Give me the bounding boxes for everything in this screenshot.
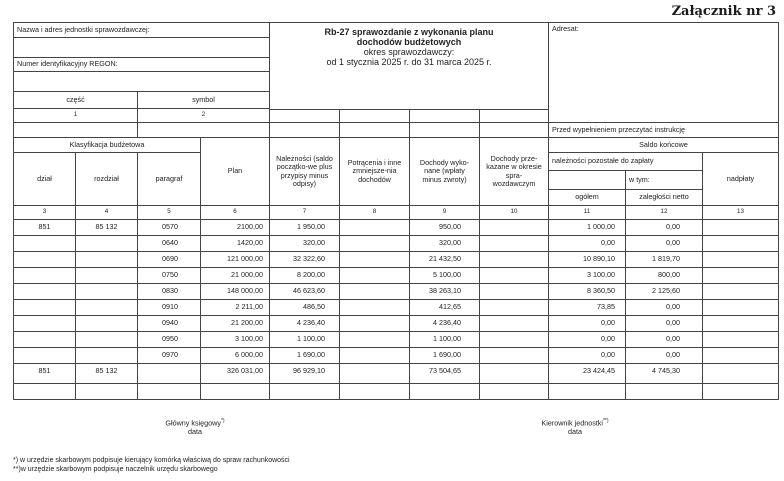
cell-naleznosci[interactable]: 8 200,00 xyxy=(269,267,340,284)
cell-nadplaty[interactable] xyxy=(702,235,779,252)
blank-cell xyxy=(269,109,340,123)
cell-plan[interactable] xyxy=(200,383,270,400)
cell-ogolem[interactable]: 0,00 xyxy=(548,315,626,332)
column-number: 4 xyxy=(75,205,138,220)
column-number: 5 xyxy=(137,205,201,220)
column-number: 12 xyxy=(625,205,703,220)
cell-zaleglosci[interactable]: 1 819,70 xyxy=(625,251,703,268)
cell-wykonane[interactable]: 5 100,00 xyxy=(409,267,480,284)
unit-name-label: Nazwa i adres jednostki sprawozdawczej: xyxy=(13,22,270,38)
column-number: 3 xyxy=(13,205,76,220)
cell-paragraf[interactable]: 0570 xyxy=(137,219,201,236)
cell-nadplaty[interactable] xyxy=(702,251,779,268)
column-number: 13 xyxy=(702,205,779,220)
cell-nadplaty[interactable] xyxy=(702,363,779,384)
cell-paragraf[interactable] xyxy=(137,383,201,400)
blank-cell xyxy=(269,122,340,138)
cell-paragraf[interactable]: 0950 xyxy=(137,331,201,348)
title-line-3: okres sprawozdawczy: xyxy=(363,47,455,57)
cell-nadplaty[interactable] xyxy=(702,347,779,364)
cell-przekazane[interactable] xyxy=(479,283,549,300)
cell-paragraf[interactable]: 0830 xyxy=(137,283,201,300)
col-dzial: dział xyxy=(13,152,76,206)
cell-potracenia[interactable] xyxy=(339,383,410,400)
cell-paragraf[interactable]: 0910 xyxy=(137,299,201,316)
col-plan: Plan xyxy=(200,137,270,206)
cell-naleznosci[interactable]: 486,50 xyxy=(269,299,340,316)
cell-potracenia[interactable] xyxy=(339,219,410,236)
cell-przekazane[interactable] xyxy=(479,219,549,236)
cell-zaleglosci[interactable]: 0,00 xyxy=(625,299,703,316)
cell-dzial[interactable] xyxy=(13,283,76,300)
blank-cell xyxy=(479,109,549,123)
cell-ogolem[interactable]: 0,00 xyxy=(548,347,626,364)
col-naleznosci: Należności (saldo początko-we plus przypisy minus odpisy) xyxy=(269,137,340,206)
blank-cell xyxy=(479,122,549,138)
regon-field[interactable] xyxy=(13,71,270,92)
klasyfikacja-header: Klasyfikacja budżetowa xyxy=(13,137,201,153)
cell-potracenia[interactable] xyxy=(339,235,410,252)
cell-naleznosci[interactable] xyxy=(269,383,340,400)
cell-dzial[interactable]: 851 xyxy=(13,363,76,384)
cell-naleznosci[interactable]: 32 322,60 xyxy=(269,251,340,268)
cell-ogolem[interactable] xyxy=(548,383,626,400)
cell-zaleglosci[interactable]: 4 745,30 xyxy=(625,363,703,384)
cell-plan[interactable]: 326 031,00 xyxy=(200,363,270,384)
cell-ogolem[interactable]: 73,85 xyxy=(548,299,626,316)
cell-przekazane[interactable] xyxy=(479,235,549,252)
cell-rozdzial[interactable] xyxy=(75,283,138,300)
cell-rozdzial[interactable] xyxy=(75,267,138,284)
cell-wykonane[interactable]: 1 690,00 xyxy=(409,347,480,364)
cell-wykonane[interactable] xyxy=(409,383,480,400)
cell-zaleglosci[interactable]: 0,00 xyxy=(625,315,703,332)
cell-dzial[interactable] xyxy=(13,235,76,252)
cell-naleznosci[interactable]: 1 950,00 xyxy=(269,219,340,236)
cell-naleznosci[interactable]: 1 100,00 xyxy=(269,331,340,348)
cell-rozdzial[interactable] xyxy=(75,383,138,400)
cell-nadplaty[interactable] xyxy=(702,331,779,348)
symbol-label: symbol xyxy=(137,91,270,109)
cell-wykonane[interactable]: 4 236,40 xyxy=(409,315,480,332)
blank-cell xyxy=(339,122,410,138)
cell-naleznosci[interactable]: 96 929,10 xyxy=(269,363,340,384)
cell-wykonane[interactable]: 21 432,50 xyxy=(409,251,480,268)
w-tym-label: w tym: xyxy=(625,170,703,190)
cell-przekazane[interactable] xyxy=(479,267,549,284)
attachment-label: Załącznik nr 3 xyxy=(671,4,776,19)
accountant-date: data xyxy=(188,427,202,437)
col-potracenia: Potrącenia i inne zmniejsze-nia dochodów xyxy=(339,137,410,206)
cell-ogolem[interactable]: 8 360,50 xyxy=(548,283,626,300)
col-zaleglosci: zaległości netto xyxy=(625,189,703,206)
title-line-2: dochodów budżetowych xyxy=(356,37,462,47)
cell-rozdzial[interactable] xyxy=(75,251,138,268)
blank-cell xyxy=(548,170,626,190)
cell-paragraf[interactable]: 0940 xyxy=(137,315,201,332)
cell-przekazane[interactable] xyxy=(479,347,549,364)
cell-potracenia[interactable] xyxy=(339,299,410,316)
regon-label: Numer identyfikacyjny REGON: xyxy=(13,57,270,72)
cell-nadplaty[interactable] xyxy=(702,299,779,316)
column-number: 10 xyxy=(479,205,549,220)
cell-zaleglosci[interactable]: 0,00 xyxy=(625,219,703,236)
footnote-2: **)w urzędzie skarbowym podpisuje naczelnik urzędu skarbowego xyxy=(13,466,218,473)
cell-potracenia[interactable] xyxy=(339,315,410,332)
czesc-field[interactable] xyxy=(13,122,138,138)
cell-wykonane[interactable]: 412,65 xyxy=(409,299,480,316)
cell-przekazane[interactable] xyxy=(479,383,549,400)
saldo-header: Saldo końcowe xyxy=(548,137,779,153)
cell-nadplaty[interactable] xyxy=(702,267,779,284)
cell-wykonane[interactable]: 73 504,65 xyxy=(409,363,480,384)
col-wykonane: Dochody wyko-nane (wpłaty minus zwroty) xyxy=(409,137,480,206)
cell-dzial[interactable] xyxy=(13,251,76,268)
blank-cell xyxy=(339,109,410,123)
cell-paragraf[interactable]: 0640 xyxy=(137,235,201,252)
cell-plan[interactable]: 2100,00 xyxy=(200,219,270,236)
cell-potracenia[interactable] xyxy=(339,283,410,300)
blank-cell xyxy=(409,122,480,138)
cell-zaleglosci[interactable] xyxy=(625,383,703,400)
column-number: 9 xyxy=(409,205,480,220)
cell-naleznosci[interactable]: 46 623,60 xyxy=(269,283,340,300)
cell-paragraf[interactable]: 0970 xyxy=(137,347,201,364)
cell-potracenia[interactable] xyxy=(339,347,410,364)
cell-przekazane[interactable] xyxy=(479,363,549,384)
symbol-field[interactable] xyxy=(137,122,270,138)
symbol-num: 2 xyxy=(137,108,270,123)
cell-naleznosci[interactable]: 1 690,00 xyxy=(269,347,340,364)
cell-plan[interactable]: 3 100,00 xyxy=(200,331,270,348)
cell-ogolem[interactable]: 0,00 xyxy=(548,235,626,252)
cell-potracenia[interactable] xyxy=(339,331,410,348)
head-label: Kierownik jednostki xyxy=(541,418,603,428)
report-title xyxy=(269,22,549,110)
cell-dzial[interactable] xyxy=(13,315,76,332)
cell-przekazane[interactable] xyxy=(479,331,549,348)
cell-przekazane[interactable] xyxy=(479,251,549,268)
column-number: 11 xyxy=(548,205,626,220)
cell-ogolem[interactable]: 23 424,45 xyxy=(548,363,626,384)
cell-zaleglosci[interactable]: 0,00 xyxy=(625,347,703,364)
cell-rozdzial[interactable] xyxy=(75,347,138,364)
cell-plan[interactable]: 21 200,00 xyxy=(200,315,270,332)
cell-ogolem[interactable]: 10 890,10 xyxy=(548,251,626,268)
cell-wykonane[interactable]: 320,00 xyxy=(409,235,480,252)
column-number: 6 xyxy=(200,205,270,220)
col-rozdzial: rozdział xyxy=(75,152,138,206)
footnote-1: *) w urzędzie skarbowym podpisuje kierujący komórką właściwą do spraw rachunkowości xyxy=(13,457,290,464)
accountant-label: Główny księgowy xyxy=(165,418,221,428)
cell-plan[interactable]: 6 000,00 xyxy=(200,347,270,364)
head-signature: Kierownik jednostki**) data xyxy=(541,418,609,437)
cell-dzial[interactable] xyxy=(13,299,76,316)
cell-rozdzial[interactable]: 85 132 xyxy=(75,363,138,384)
cell-dzial[interactable]: 851 xyxy=(13,219,76,236)
cell-zaleglosci[interactable]: 0,00 xyxy=(625,331,703,348)
cell-dzial[interactable] xyxy=(13,331,76,348)
cell-rozdzial[interactable]: 85 132 xyxy=(75,219,138,236)
cell-wykonane[interactable]: 38 263,10 xyxy=(409,283,480,300)
instruction-note: Przed wypełnieniem przeczytać instrukcję xyxy=(548,122,779,138)
naleznosci-pozostale-header: należności pozostałe do zapłaty xyxy=(548,152,703,171)
title-line-4: od 1 stycznia 2025 r. do 31 marca 2025 r. xyxy=(326,57,492,67)
cell-rozdzial[interactable] xyxy=(75,299,138,316)
cell-nadplaty[interactable] xyxy=(702,383,779,400)
cell-potracenia[interactable] xyxy=(339,363,410,384)
cell-plan[interactable]: 2 211,00 xyxy=(200,299,270,316)
cell-naleznosci[interactable]: 320,00 xyxy=(269,235,340,252)
cell-rozdzial[interactable] xyxy=(75,235,138,252)
title-line-1: Rb-27 sprawozdanie z wykonania planu xyxy=(324,27,494,37)
cell-plan[interactable]: 121 000,00 xyxy=(200,251,270,268)
cell-nadplaty[interactable] xyxy=(702,315,779,332)
cell-paragraf[interactable]: 0750 xyxy=(137,267,201,284)
blank-cell xyxy=(409,109,480,123)
cell-przekazane[interactable] xyxy=(479,299,549,316)
cell-zaleglosci[interactable]: 800,00 xyxy=(625,267,703,284)
cell-ogolem[interactable]: 0,00 xyxy=(548,331,626,348)
cell-dzial[interactable] xyxy=(13,347,76,364)
adresat-field[interactable]: Adresat: xyxy=(548,22,779,123)
cell-plan[interactable]: 21 000,00 xyxy=(200,267,270,284)
cell-rozdzial[interactable] xyxy=(75,315,138,332)
col-ogolem: ogółem xyxy=(548,189,626,206)
column-number: 7 xyxy=(269,205,340,220)
accountant-signature: Główny księgowy*) data xyxy=(165,418,225,437)
col-nadplaty: nadpłaty xyxy=(702,152,779,206)
cell-potracenia[interactable] xyxy=(339,251,410,268)
cell-paragraf[interactable]: 0690 xyxy=(137,251,201,268)
col-przekazane: Dochody prze-kazane w okresie spra-wozdawczym xyxy=(479,137,549,206)
column-number: 8 xyxy=(339,205,410,220)
cell-wykonane[interactable]: 950,00 xyxy=(409,219,480,236)
head-date: data xyxy=(568,427,582,437)
cell-zaleglosci[interactable]: 2 125,60 xyxy=(625,283,703,300)
col-paragraf: paragraf xyxy=(137,152,201,206)
czesc-label: część xyxy=(13,91,138,109)
cell-rozdzial[interactable] xyxy=(75,331,138,348)
cell-plan[interactable]: 148 000,00 xyxy=(200,283,270,300)
unit-name-field[interactable] xyxy=(13,37,270,58)
cell-ogolem[interactable]: 3 100,00 xyxy=(548,267,626,284)
cell-naleznosci[interactable]: 4 236,40 xyxy=(269,315,340,332)
cell-nadplaty[interactable] xyxy=(702,219,779,236)
czesc-num: 1 xyxy=(13,108,138,123)
cell-dzial[interactable] xyxy=(13,383,76,400)
cell-plan[interactable]: 1420,00 xyxy=(200,235,270,252)
cell-wykonane[interactable]: 1 100,00 xyxy=(409,331,480,348)
cell-przekazane[interactable] xyxy=(479,315,549,332)
cell-ogolem[interactable]: 1 000,00 xyxy=(548,219,626,236)
cell-potracenia[interactable] xyxy=(339,267,410,284)
cell-zaleglosci[interactable]: 0,00 xyxy=(625,235,703,252)
cell-nadplaty[interactable] xyxy=(702,283,779,300)
cell-paragraf[interactable] xyxy=(137,363,201,384)
cell-dzial[interactable] xyxy=(13,267,76,284)
